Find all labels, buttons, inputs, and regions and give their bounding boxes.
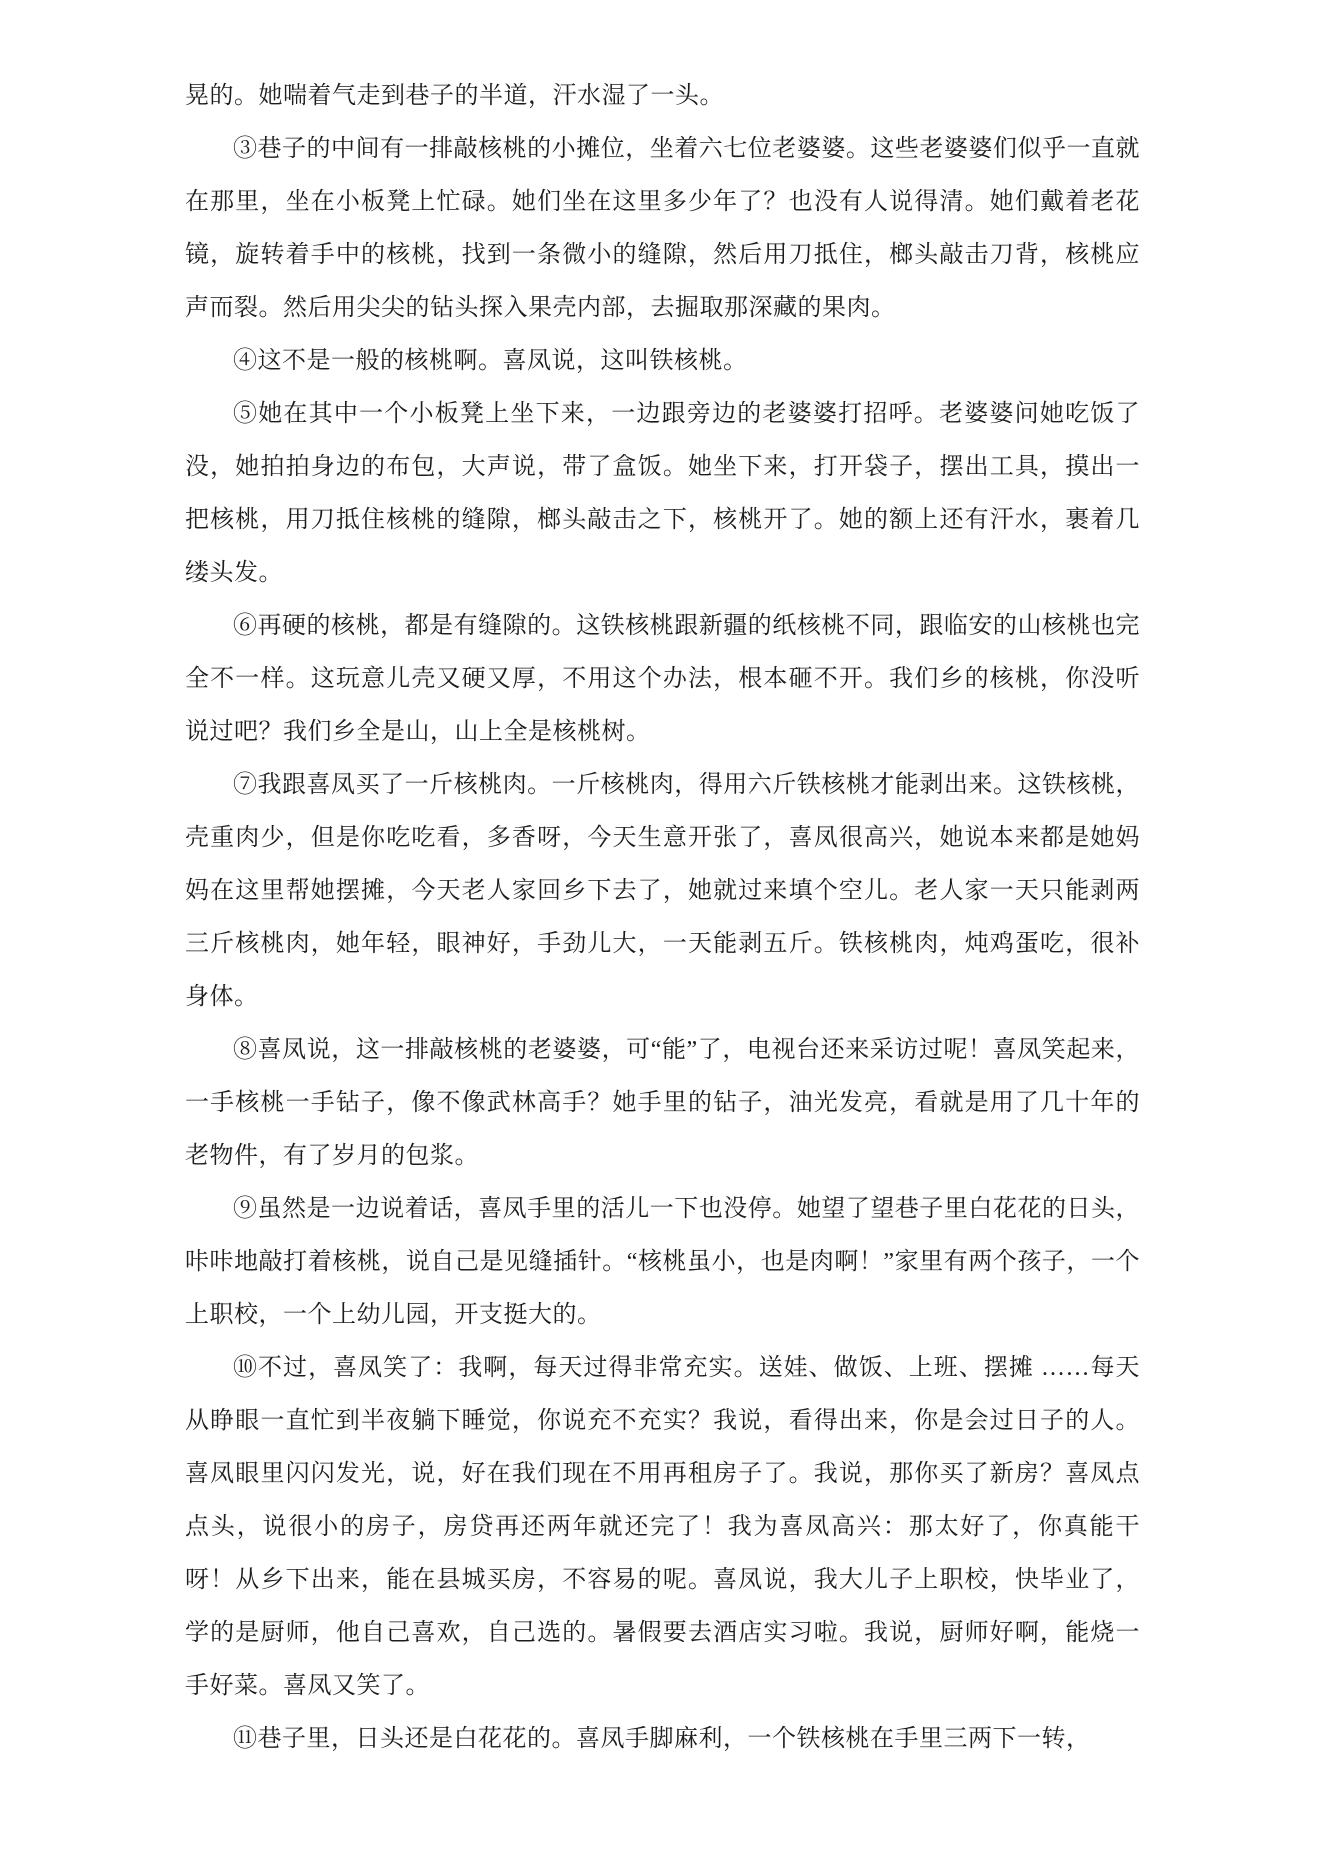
- paragraph-4: ④这不是一般的核桃啊。喜凤说，这叫铁核桃。: [233, 348, 748, 374]
- paragraph-continuation: 晃的。她喘着气走到巷子的半道，汗水湿了一头。: [185, 83, 724, 109]
- paragraph-9: ⑨虽然是一边说着话，喜凤手里的活儿一下也没停。她望了望巷子里白花花的日头，咔咔地敲打着核桃，说自己是见缝插针。“核桃虽小，也是肉啊！”家里有两个孩子，一个上职校，一个上幼儿园，开支挺大的。: [185, 1196, 1140, 1328]
- paragraph-6: ⑥再硬的核桃，都是有缝隙的。这铁核桃跟新疆的纸核桃不同，跟临安的山核桃也完全不一样。这玩意儿壳又硬又厚，不用这个办法，根本砸不开。我们乡的核桃，你没听说过吧？我们乡全是山，山上全是核桃树。: [185, 613, 1140, 745]
- paragraph-11: ⑪巷子里，日头还是白花花的。喜凤手脚麻利，一个铁核桃在手里三两下一转，: [233, 1726, 1091, 1752]
- passage-body: [185, 70, 1140, 1766]
- paragraph-5: ⑤她在其中一个小板凳上坐下来，一边跟旁边的老婆婆打招呼。老婆婆问她吃饭了没，她拍拍身边的布包，大声说，带了盒饭。她坐下来，打开袋子，摆出工具，摸出一把核桃，用刀抵住核桃的缝隙，榔头敲击之下，核桃开了。她的额上还有汗水，裹着几缕头发。: [185, 401, 1140, 586]
- paragraph-3: ③巷子的中间有一排敲核桃的小摊位，坐着六七位老婆婆。这些老婆婆们似乎一直就在那里，坐在小板凳上忙碌。她们坐在这里多少年了？也没有人说得清。她们戴着老花镜，旋转着手中的核桃，找到一条微小的缝隙，然后用刀抵住，榔头敲击刀背，核桃应声而裂。然后用尖尖的钻头探入果壳内部，去掘取那深藏的果肉。: [185, 136, 1140, 321]
- paragraph-8: ⑧喜凤说，这一排敲核桃的老婆婆，可“能”了，电视台还来采访过呢！喜凤笑起来，一手核桃一手钻子，像不像武林高手？她手里的钻子，油光发亮，看就是用了几十年的老物件，有了岁月的包浆。: [185, 1037, 1140, 1169]
- paragraph-7: ⑦我跟喜凤买了一斤核桃肉。一斤核桃肉，得用六斤铁核桃才能剥出来。这铁核桃，壳重肉少，但是你吃吃看，多香呀，今天生意开张了，喜凤很高兴，她说本来都是她妈妈在这里帮她摆摊，今天老人家回乡下去了，她就过来填个空儿。老人家一天只能剥两三斤核桃肉，她年轻，眼神好，手劲儿大，一天能剥五斤。铁核桃肉，炖鸡蛋吃，很补身体。: [185, 772, 1140, 1010]
- paragraph-10: ⑩不过，喜凤笑了：我啊，每天过得非常充实。送娃、做饭、上班、摆摊 ……每天从睁眼一直忙到半夜躺下睡觉，你说充不充实？我说，看得出来，你是会过日子的人。喜凤眼里闪闪发光，说，好在我们现在不用再租房子了。我说，那你买了新房？喜凤点点头，说很小的房子，房贷再还两年就还完了！我为喜凤高兴：那太好了，你真能干呀！从乡下出来，能在县城买房，不容易的呢。喜凤说，我大儿子上职校，快毕业了，学的是厨师，他自己喜欢，自己选的。暑假要去酒店实习啦。我说，厨师好啊，能烧一手好菜。喜凤又笑了。: [185, 1355, 1140, 1699]
